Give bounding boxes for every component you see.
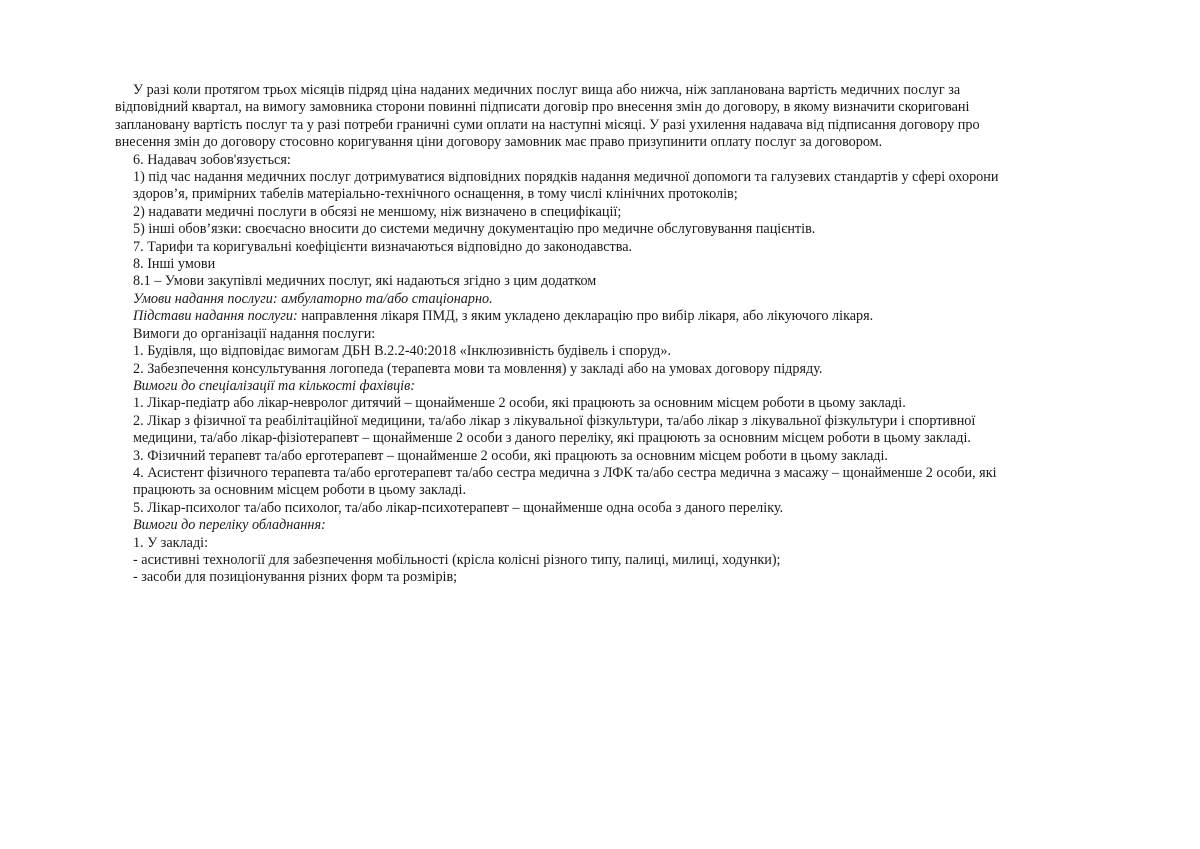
text-line: 1) під час надання медичних послуг дотримуватися відповідних порядків надання медичної допомоги та галузевих стандартів у сфері охорони bbox=[133, 169, 999, 186]
text-line: відповідний квартал, на вимогу замовника сторони повинні підписати договір про внесення змін до договору, в якому визначити скориговані bbox=[115, 99, 970, 116]
italic-label: Підстави надання послуги: bbox=[133, 308, 298, 325]
text-line: 1. Лікар-педіатр або лікар-невролог дитячий – щонайменше 2 особи, які працюють за основним місцем роботи в цьому закладі. bbox=[133, 395, 906, 412]
text-line: Умови надання послуги: амбулаторно та/або стаціонарно. bbox=[133, 290, 493, 307]
text-line: 8.1 – Умови закупівлі медичних послуг, які надаються згідно з цим додатком bbox=[133, 273, 597, 290]
text-line: 8. Інші умови bbox=[133, 256, 216, 273]
text-line: 1. Будівля, що відповідає вимогам ДБН В.2.2-40:2018 «Інклюзивність будівель і споруд». bbox=[133, 343, 672, 360]
text-line: У разі коли протягом трьох місяців підряд ціна наданих медичних послуг вища або нижча, ніж запланована вартість медичних послуг за bbox=[133, 82, 961, 98]
text-line: 7. Тарифи та коригувальні коефіцієнти визначаються відповідно до законодавства. bbox=[133, 238, 633, 255]
text-line: 5) інші обов’язки: своєчасно вносити до системи медичну документацію про медичне обслуговування пацієнтів. bbox=[133, 221, 816, 238]
text-line: 1. У закладі: bbox=[133, 534, 209, 551]
document-page bbox=[115, 82, 1090, 587]
text-line: медицини, та/або лікар-фізіотерапевт – щонайменше 2 особи з даного переліку, які працюють за основним місцем роботи в цьому закладі. bbox=[133, 430, 971, 447]
text-line: заплановану вартість послуг та у разі потреби граничні суми оплати на наступні місяці. У разі ухилення надавача від підписання договору про bbox=[115, 116, 980, 133]
text-line: 6. Надавач зобов'язується: bbox=[133, 151, 291, 168]
text-line: - асистивні технології для забезпечення мобільності (крісла колісні різного типу, палиці, милиці, ходунки); bbox=[133, 551, 781, 568]
text-line: 2) надавати медичні послуги в обсязі не меншому, ніж визначено в специфікації; bbox=[133, 203, 622, 220]
text-line: Вимоги до організації надання послуги: bbox=[133, 325, 376, 342]
text-line: 2. Лікар з фізичної та реабілітаційної медицини, та/або лікар з лікувальної фізкультури, та/або лікар з лікувальної фізкультури і спортивної bbox=[133, 412, 976, 429]
text-line: Вимоги до переліку обладнання: bbox=[133, 517, 326, 534]
line-text: направлення лікаря ПМД, з яким укладено декларацію про вибір лікаря, або лікуючого лікаря. bbox=[297, 308, 874, 325]
text-line: 5. Лікар-психолог та/або психолог, та/або лікар-психотерапевт – щонайменше одна особа з даного переліку. bbox=[133, 499, 784, 516]
text-line: внесення змін до договору стосовно коригування ціни договору замовник має право призупинити оплату послуг за договором. bbox=[115, 134, 883, 151]
text-line: здоров’я, примірних табелів матеріально-технічного оснащення, в тому числі клінічних протоколів; bbox=[133, 186, 738, 203]
text-line: - засоби для позиціонування різних форм та розмірів; bbox=[133, 569, 458, 586]
text-line: 3. Фізичний терапевт та/або ерготерапевт – щонайменше 2 особи, які працюють за основним місцем роботи в цьому закладі. bbox=[133, 447, 888, 464]
text-line: 4. Асистент фізичного терапевта та/або ерготерапевт та/або сестра медична з ЛФК та/або сестра медична з масажу – щонайменше 2 особи, які bbox=[133, 464, 997, 481]
text-line bbox=[115, 308, 1090, 325]
text-line: працюють за основним місцем роботи в цьому закладі. bbox=[133, 482, 467, 499]
text-line: Вимоги до спеціалізації та кількості фахівців: bbox=[133, 377, 415, 394]
text-line: 2. Забезпечення консультування логопеда (терапевта мови та мовлення) у закладі або на умовах договору підряду. bbox=[133, 360, 823, 377]
